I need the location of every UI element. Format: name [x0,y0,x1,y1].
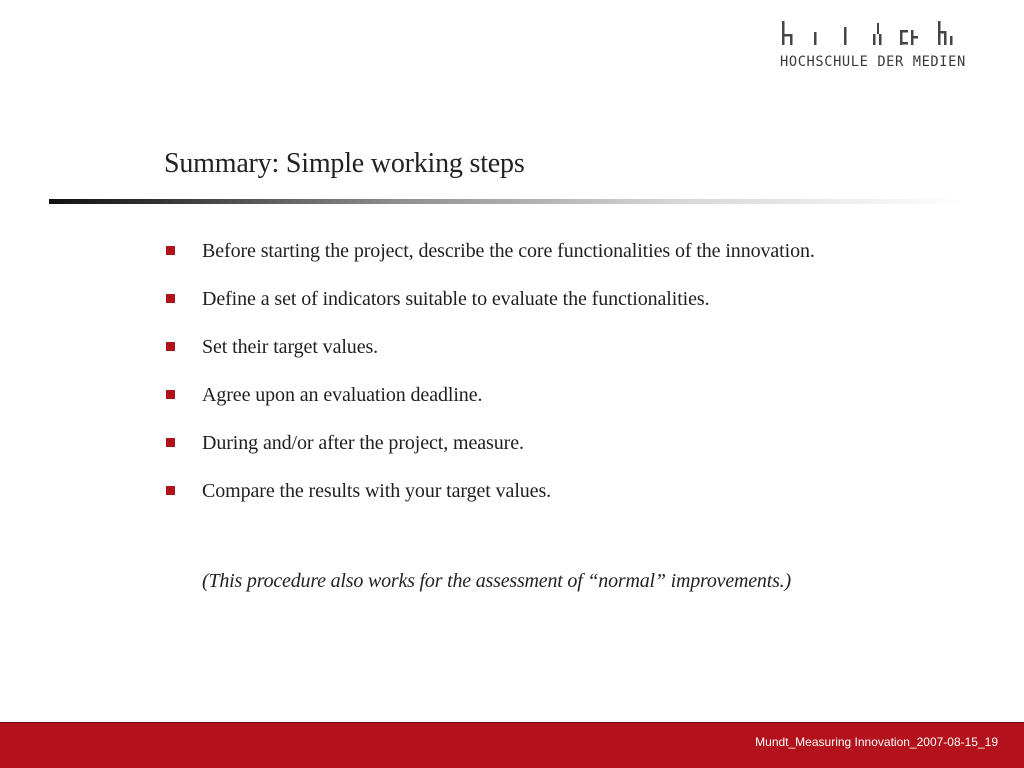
bullet-text: Compare the results with your target values. [202,480,552,502]
bullet-text: Define a set of indicators suitable to evaluate the functionalities. [202,288,710,310]
bullet-text: During and/or after the project, measure. [202,432,524,454]
institution-logo [778,18,998,74]
bullet-text: Agree upon an evaluation deadline. [202,384,483,406]
footer-bar [0,722,1024,768]
slide-title: Summary: Simple working steps [164,148,525,179]
square-bullet-icon [166,294,175,303]
square-bullet-icon [166,438,175,447]
square-bullet-icon [166,246,175,255]
square-bullet-icon [166,390,175,399]
bullet-text: Set their target values. [202,336,379,358]
footer-caption: Mundt_Measuring Innovation_2007-08-15_19 [755,735,998,749]
institution-name: HOCHSCHULE DER MEDIEN [780,54,966,70]
procedure-note: (This procedure also works for the assessment of “normal” improvements.) [202,570,791,592]
title-underline [49,199,969,204]
hdm-logo-icon [778,18,958,52]
square-bullet-icon [166,342,175,351]
square-bullet-icon [166,486,175,495]
bullet-text: Before starting the project, describe the core functionalities of the innovation. [202,240,815,262]
